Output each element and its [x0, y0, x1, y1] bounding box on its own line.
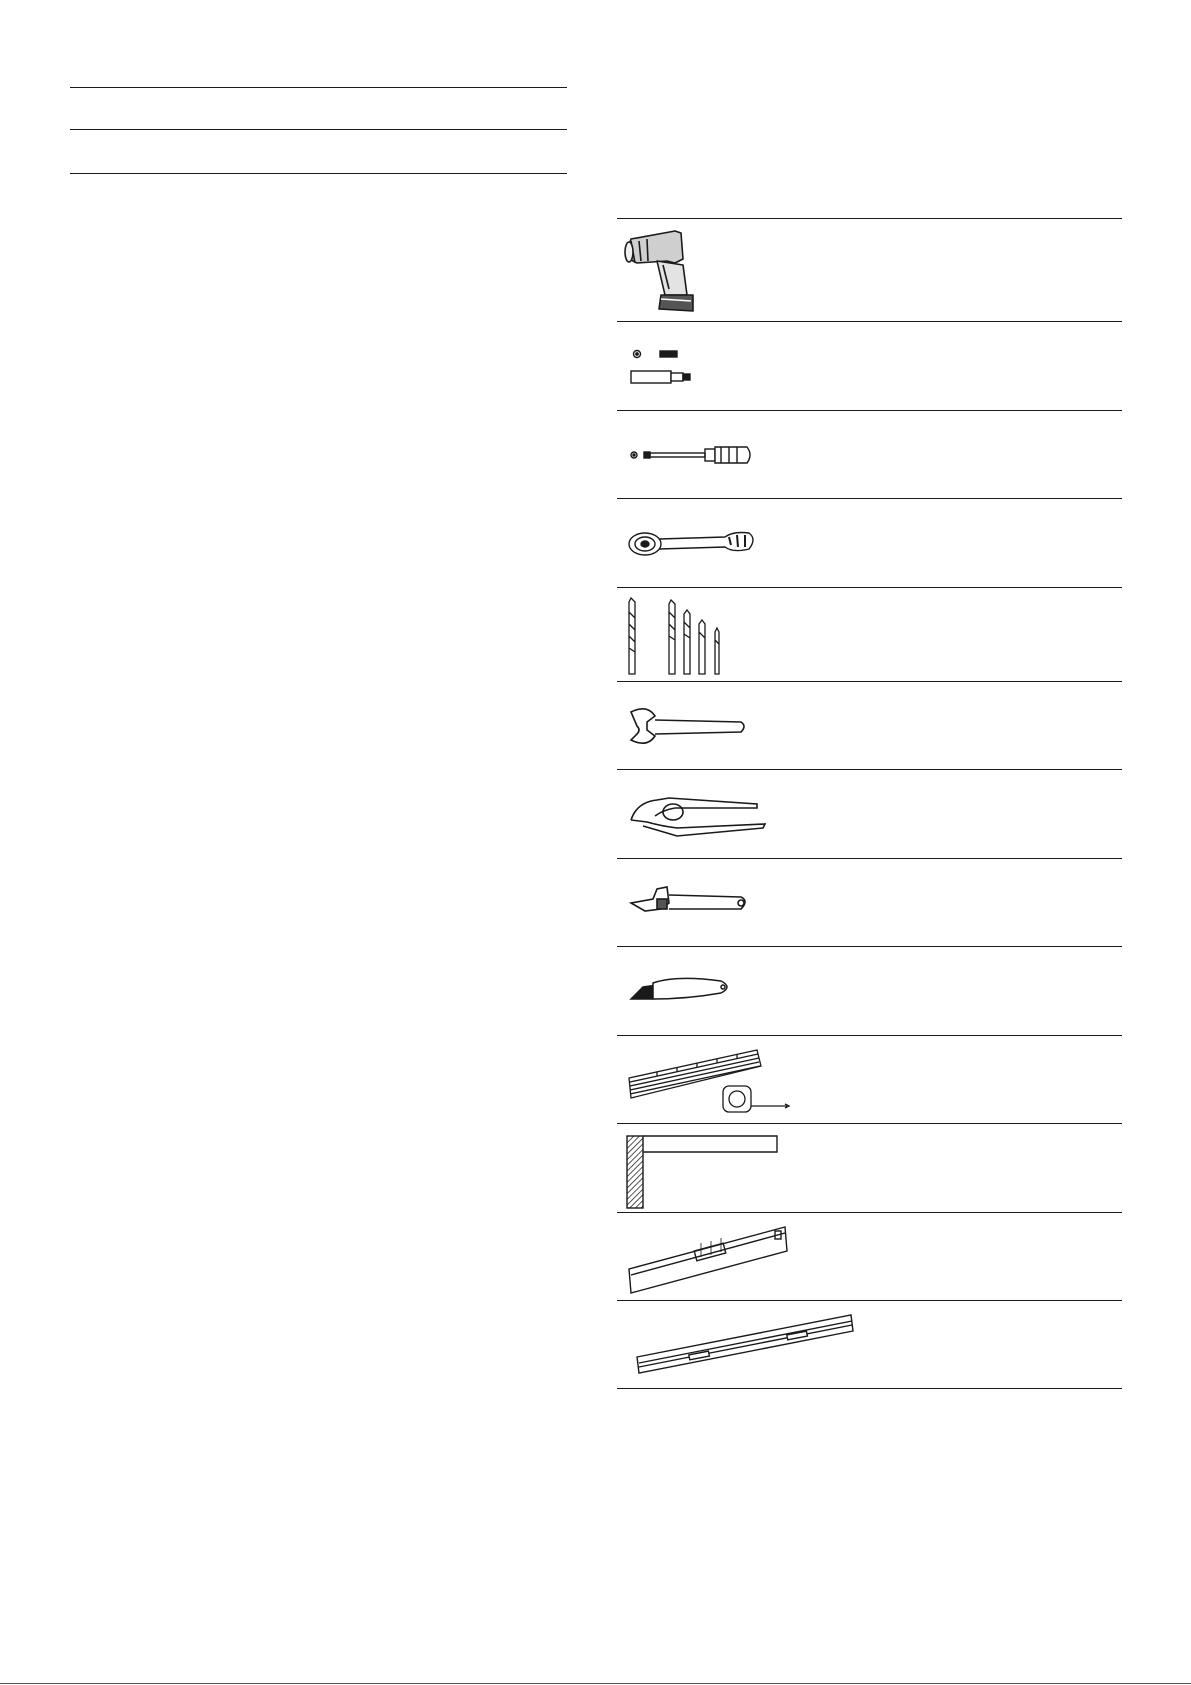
screwdriver-icon [617, 411, 777, 499]
water-pump-pliers-icon [617, 770, 777, 859]
tool-row [617, 587, 1122, 681]
long-spirit-level-icon [617, 1301, 877, 1390]
tool-row [617, 498, 1122, 587]
tool-row [617, 321, 1122, 410]
folding-rule-and-tape-measure-icon [617, 1036, 797, 1124]
tool-row [617, 1123, 1122, 1212]
utility-knife-icon [617, 947, 777, 1036]
tool-row [617, 858, 1122, 946]
horizontal-rule [70, 129, 567, 130]
tool-row [617, 1300, 1122, 1389]
spirit-level-icon [617, 1213, 817, 1301]
tool-row [617, 1212, 1122, 1300]
page-bottom-rule [0, 1683, 1191, 1684]
screwdriver-bits-icon [617, 322, 737, 411]
try-square-icon [617, 1124, 797, 1213]
tool-row [617, 1035, 1122, 1123]
open-end-wrench-icon [617, 682, 777, 770]
tool-row [617, 218, 1122, 321]
tool-row [617, 946, 1122, 1035]
left-column [70, 80, 567, 180]
cordless-drill-icon [617, 219, 737, 322]
tool-row [617, 681, 1122, 769]
tool-row [617, 410, 1122, 498]
drill-bits-icon [617, 588, 737, 682]
horizontal-rule [70, 173, 567, 174]
ratchet-wrench-icon [617, 499, 777, 588]
adjustable-wrench-icon [617, 859, 777, 947]
horizontal-rule [70, 87, 567, 88]
tools-table [617, 218, 1122, 1389]
tool-row [617, 769, 1122, 858]
